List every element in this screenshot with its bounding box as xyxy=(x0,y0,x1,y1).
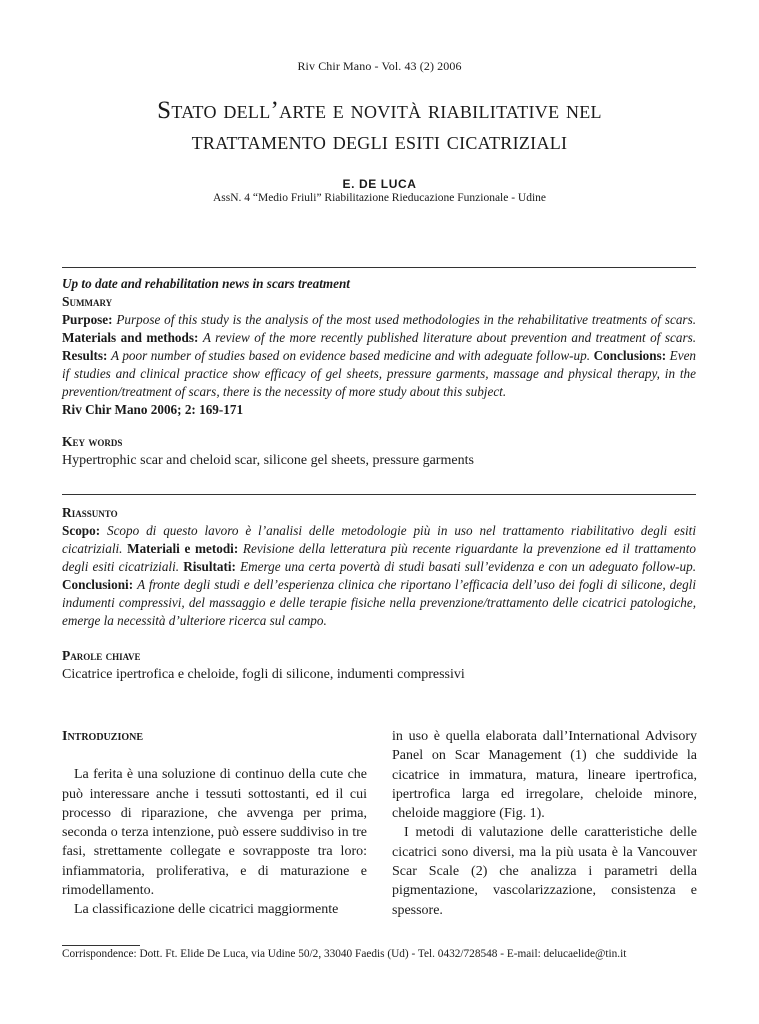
affiliation: AssN. 4 “Medio Friuli” Riabilitazione Rieducazione Funzionale - Udine xyxy=(212,192,547,204)
article-title xyxy=(60,95,699,157)
title-line-2: trattamento degli esiti cicatriziali xyxy=(191,128,568,155)
parole-chiave-block xyxy=(62,647,696,684)
scopo-text: Scopo di questo lavoro è l’analisi delle metodologie più in uso nel trattamento riabilitativo degli esiti cicatriziali. xyxy=(62,523,697,556)
conclusioni-text: A fronte degli studi e dell’esperienza clinica che riportano l’efficacia dell’uso dei fogli di silicone, degli indumenti compressivi, del massaggio e delle terapie fisiche nella prevenzione/trattamento delle cicatrici patologiche, emerge la necessità d’ulteriore ricerca sul campo. xyxy=(62,577,697,628)
results-text: A poor number of studies based on evidence based medicine and with adeguate follow-up. xyxy=(110,348,591,363)
divider-middle xyxy=(62,494,696,495)
citation: Riv Chir Mano 2006; 2: 169-171 xyxy=(62,402,244,417)
conclusions-label: Conclusions: xyxy=(593,348,667,363)
conclusions-text: Even if studies and clinical practice show efficacy of gel sheets, pressure garments, massage and physical therapy, in the prevention/treatment of scars, there is the necessity of more study about this subject. xyxy=(62,348,697,399)
body-paragraph: La ferita è una soluzione di continuo della cute che può interessare anche i tessuti sottostanti, ed il cui processo di riparazione, che avvenga per prima, seconda o terza intenzione, può essere suddiviso in tre fasi, strettamente collegate e sovrapposte tra loro: infiammatoria, proliferativa, e di maturazione e rimodellamento. xyxy=(62,767,367,899)
divider-top xyxy=(62,267,696,268)
correspondence-footnote: Corrispondence: Dott. Ft. Elide De Luca, via Udine 50/2, 33040 Faedis (Ud) - Tel. 0432/728548 - E-mail: delucaelide@tin.it xyxy=(62,948,627,960)
author: E. DE LUCA xyxy=(342,177,417,191)
methods-label: Materials and methods: xyxy=(62,330,199,345)
riassunto-abstract xyxy=(62,522,696,630)
body-column-right xyxy=(392,727,697,920)
methods-text: A review of the more recently published literature about prevention and treatment of scars. xyxy=(202,330,697,345)
english-title: Up to date and rehabilitation news in scars treatment xyxy=(62,276,350,291)
keywords-block xyxy=(62,433,696,470)
scopo-label: Scopo: xyxy=(62,523,101,538)
results-label: Results: xyxy=(62,348,108,363)
body-column-left xyxy=(62,727,367,920)
risultati-label: Risultati: xyxy=(183,559,236,574)
keywords-heading: Key words xyxy=(62,434,123,449)
parole-chiave-text: Cicatrice ipertrofica e cheloide, fogli di silicone, indumenti compressivi xyxy=(62,667,465,682)
summary-heading: Summary xyxy=(62,294,113,309)
footnote-rule xyxy=(62,945,140,946)
purpose-label: Purpose: xyxy=(62,312,113,327)
summary-abstract xyxy=(62,311,696,401)
body-paragraph: in uso è quella elaborata dall’International Advisory Panel on Scar Management (1) che suddivide la cicatrice in immatura, matura, lineare ipertrofica, ipertrofica larga ed irregolare, cheloide minore, cheloide maggiore (Fig. 1). xyxy=(392,729,697,822)
metodi-label: Materiali e metodi: xyxy=(127,541,239,556)
conclusioni-label: Conclusioni: xyxy=(62,577,134,592)
english-summary xyxy=(62,275,696,419)
italian-summary xyxy=(62,504,696,630)
body-paragraph: I metodi di valutazione delle caratteristiche delle cicatrici sono diversi, ma la più usata è la Vancouver Scar Scale (2) che analizza i parametri della pigmentazione, vascolarizzazione, consistenza e spessore. xyxy=(392,825,697,918)
body-paragraph: La classificazione delle cicatrici maggiormente xyxy=(74,902,339,918)
riassunto-heading: Riassunto xyxy=(62,505,118,520)
keywords-text: Hypertrophic scar and cheloid scar, silicone gel sheets, pressure garments xyxy=(62,453,474,468)
risultati-text: Emerge una certa povertà di studi basati sull’evidenza e con un adeguato follow-up. xyxy=(240,559,697,574)
purpose-text: Purpose of this study is the analysis of the most used methodologies in the rehabilitative treatments of scars. xyxy=(116,312,696,327)
title-line-1: Stato dell’arte e novità riabilitative nel xyxy=(157,97,602,124)
intro-heading: Introduzione xyxy=(62,729,144,744)
running-head: Riv Chir Mano - Vol. 43 (2) 2006 xyxy=(297,59,462,73)
metodi-text: Revisione della letteratura più recente riguardante la prevenzione ed il trattamento degli esiti cicatriziali. xyxy=(62,541,697,574)
parole-chiave-heading: Parole chiave xyxy=(62,648,141,663)
